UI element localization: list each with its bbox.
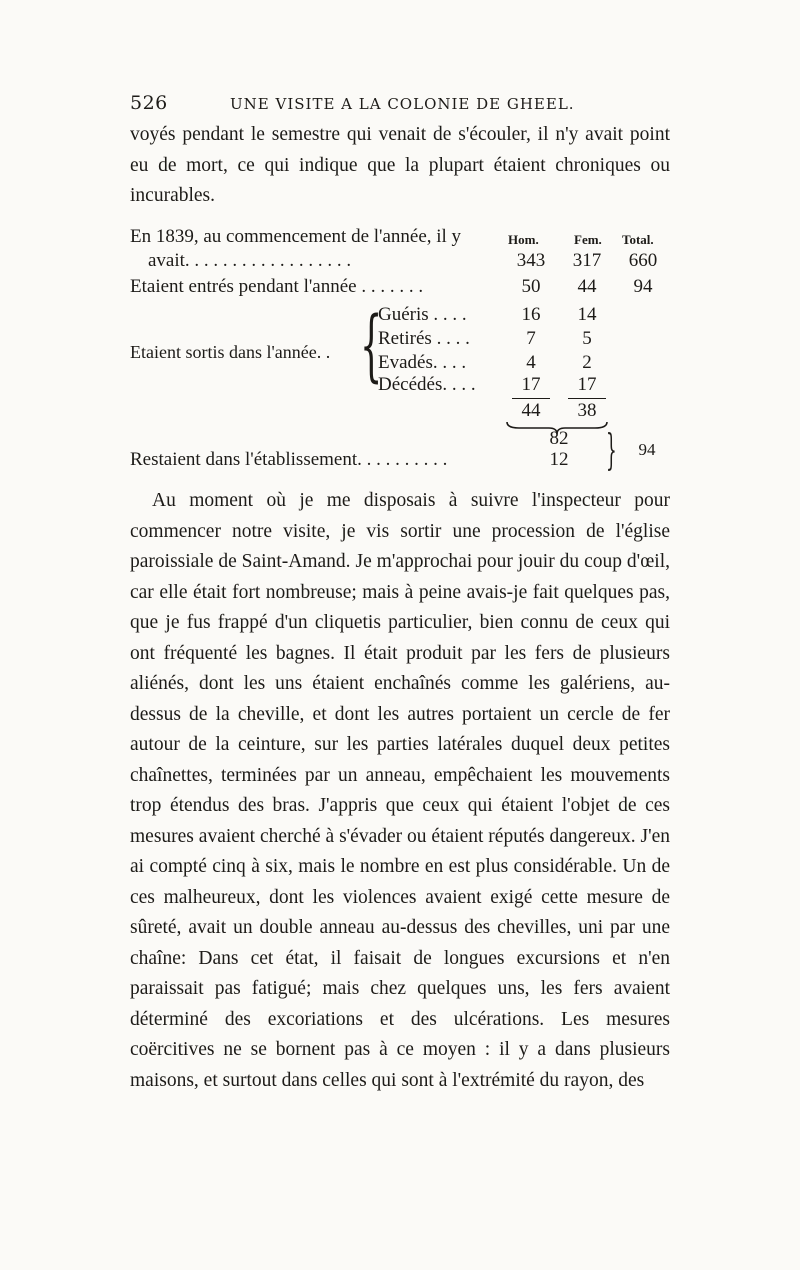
left-total-hom: 44 xyxy=(521,400,541,421)
left-row-label: Guéris . . . . xyxy=(378,304,467,325)
initial-fem: 317 xyxy=(572,250,602,271)
left-row-fem: 17 xyxy=(577,374,597,395)
left-row-label: Evadés. . . . xyxy=(378,352,467,373)
body-paragraph: Au moment où je me disposais à suivre l'inspecteur pour commencer notre visite, je vis sortir une procession de l'église paroissiale de Saint-Amand. Je m'approchai pour jouir du coup d'œil, car elle était fort nombreuse; mais à peine avais-je fait quelques pas, que je fus frappé d'un cliquetis particulier, bien connu de ceux qui ont fréquenté les bagnes. Il était produit par les fers de plusieurs aliénés, dont les uns étaient enchaînés comme les galériens, au-dessus de la cheville, et dont les autres portaient un cercle de fer autour de la ceinture, sur les parties latérales duquel deux petites chaînettes, terminées par un anneau, empêchaient les mouvements trop étendus des bras. J'appris que ceux qui étaient l'objet de ces mesures avaient cherché à s'évader ou étaient réputés dangereux. J'en ai compté cinq à six, mais le nombre en est plus considérable. Un de ces malheureux, dont les violences avaient exigé cette mesure de sûreté, avait un double anneau au-dessus des chevilles, uni par une chaîne: Dans cet état, il faisait de longues excursions et n'en paraissait pas fatigué; mais chez quelques uns, les fers avaient déterminé des excoriations et des ulcérations. Les mesures coërcitives ne se bornent pas à ce moyen : il y a dans plusieurs maisons, et surtout dans celles qui sont à l'extrémité du rayon, des xyxy=(130,490,670,1091)
left-row-hom: 17 xyxy=(521,374,541,395)
left-row-hom: 4 xyxy=(526,352,536,373)
remaining-value: 12 xyxy=(549,449,569,470)
running-title: UNE VISITE A LA COLONIE DE GHEEL. xyxy=(230,95,575,113)
left-brace: { xyxy=(360,301,383,391)
initial-hom: 343 xyxy=(516,250,546,271)
header-hom: Hom. xyxy=(508,232,539,247)
left-row-hom: 7 xyxy=(526,328,536,349)
remaining-label: Restaient dans l'établissement. . . . . . . . . . xyxy=(130,449,448,470)
left-row-fem: 5 xyxy=(582,328,592,349)
left-label: Etaient sortis dans l'année. . xyxy=(130,342,331,362)
table-intro-line1: En 1839, au commencement de l'année, il y xyxy=(130,226,462,247)
header-total: Total. xyxy=(622,232,654,247)
entered-hom: 50 xyxy=(521,276,541,297)
bracket-total: 94 xyxy=(638,440,656,459)
paragraph-continued: voyés pendant le semestre qui venait de s'écouler, il n'y avait point eu de mort, ce qui indique que la plupart étaient chroniques ou incurables. xyxy=(130,124,670,206)
right-brace: } xyxy=(606,425,617,474)
initial-total: 660 xyxy=(628,250,658,271)
running-head xyxy=(130,92,670,116)
entered-total: 94 xyxy=(633,276,653,297)
left-row-label: Retirés . . . . xyxy=(378,328,470,349)
entered-fem: 44 xyxy=(577,276,597,297)
header-fem: Fem. xyxy=(574,232,602,247)
sum-rule-hom xyxy=(512,398,550,399)
left-row-hom: 16 xyxy=(521,304,541,325)
page-number: 526 xyxy=(130,92,168,114)
entered-label: Etaient entrés pendant l'année . . . . . . . xyxy=(130,276,424,297)
left-total-fem: 38 xyxy=(577,400,597,421)
left-row-fem: 14 xyxy=(577,304,597,325)
sum-rule-fem xyxy=(568,398,606,399)
left-row-fem: 2 xyxy=(582,352,592,373)
left-row-label: Décédés. . . . xyxy=(378,374,476,395)
table-intro-line2: avait. . . . . . . . . . . . . . . . . . xyxy=(148,250,352,271)
combined-left: 82 xyxy=(549,428,569,449)
